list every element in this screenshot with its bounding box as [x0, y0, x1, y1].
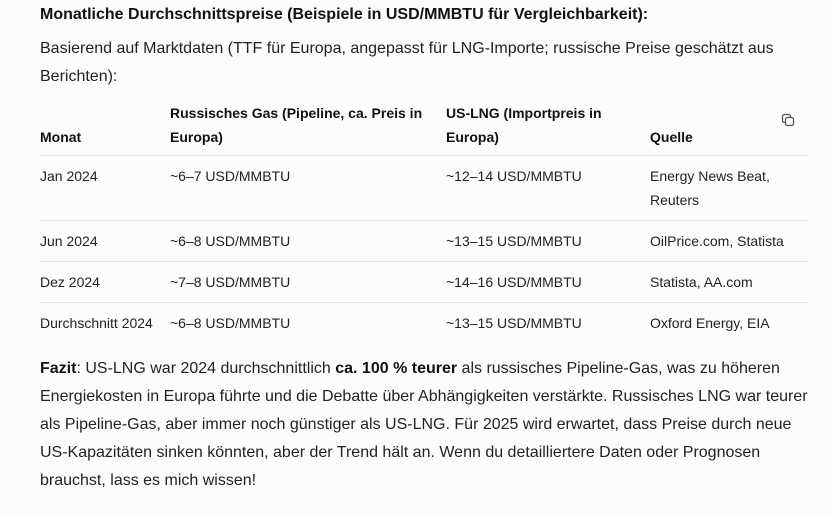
price-table [40, 101, 808, 343]
intro-paragraph: Basierend auf Marktdaten (TTF für Europa, angepasst für LNG-Importe; russische Preise geschätzt aus Berichten): [40, 40, 774, 85]
table-row [40, 303, 808, 344]
conclusion-paragraph [40, 355, 808, 495]
fazit-text-part2: als russisches Pipeline-Gas, was zu höheren Energiekosten in Europa führte und die Debatte über Abhängigkeiten verstärkte. Russisches LNG war teurer als Pipeline-Gas, aber immer noch günstiger als US-LNG. Für 2025 wird erwartet, dass Preise durch neue US-Kapazitäten sinken könnten, aber der Trend hält an. Wenn du detailliertere Daten oder Prognosen brauchst, lass es mich wissen! [40, 360, 808, 489]
cell-quelle: Statista, AA.com [650, 262, 808, 303]
table-row [40, 221, 808, 262]
copy-icon[interactable] [780, 112, 796, 128]
section-heading: Monatliche Durchschnittspreise (Beispiele in USD/MMBTU für Vergleichbarkeit): [40, 6, 649, 23]
cell-quelle: Oxford Energy, EIA [650, 315, 770, 331]
header-monat: Monat [40, 101, 170, 156]
cell-monat: Dez 2024 [40, 262, 170, 303]
table-header-row [40, 101, 808, 156]
cell-russisches-gas: ~6–8 USD/MMBTU [170, 221, 446, 262]
cell-russisches-gas: ~6–8 USD/MMBTU [170, 315, 291, 331]
cell-us-lng: ~14–16 USD/MMBTU [446, 262, 650, 303]
message-content [40, 0, 808, 495]
fazit-emphasis: ca. 100 % teurer [335, 360, 458, 377]
cell-us-lng: ~13–15 USD/MMBTU [446, 221, 650, 262]
cell-us-lng: ~13–15 USD/MMBTU [446, 315, 582, 331]
fazit-text-part1: : US-LNG war 2024 durchschnittlich [76, 360, 336, 377]
header-russisches-gas: Russisches Gas (Pipeline, ca. Preis in Europa) [170, 101, 446, 156]
cell-monat: Jun 2024 [40, 221, 170, 262]
fazit-label: Fazit [40, 360, 77, 377]
table-row [40, 262, 808, 303]
cell-russisches-gas: ~6–7 USD/MMBTU [170, 156, 446, 221]
table-row [40, 156, 808, 221]
header-us-lng: US-LNG (Importpreis in Europa) [446, 101, 650, 156]
header-quelle: Quelle [650, 101, 808, 156]
cell-quelle: OilPrice.com, Statista [650, 221, 808, 262]
cell-russisches-gas: ~7–8 USD/MMBTU [170, 262, 446, 303]
cell-quelle: Energy News Beat, Reuters [650, 156, 808, 221]
cell-us-lng: ~12–14 USD/MMBTU [446, 156, 650, 221]
price-table-container [40, 101, 808, 343]
cell-monat: Durchschnitt 2024 [40, 315, 153, 331]
cell-monat: Jan 2024 [40, 156, 170, 221]
